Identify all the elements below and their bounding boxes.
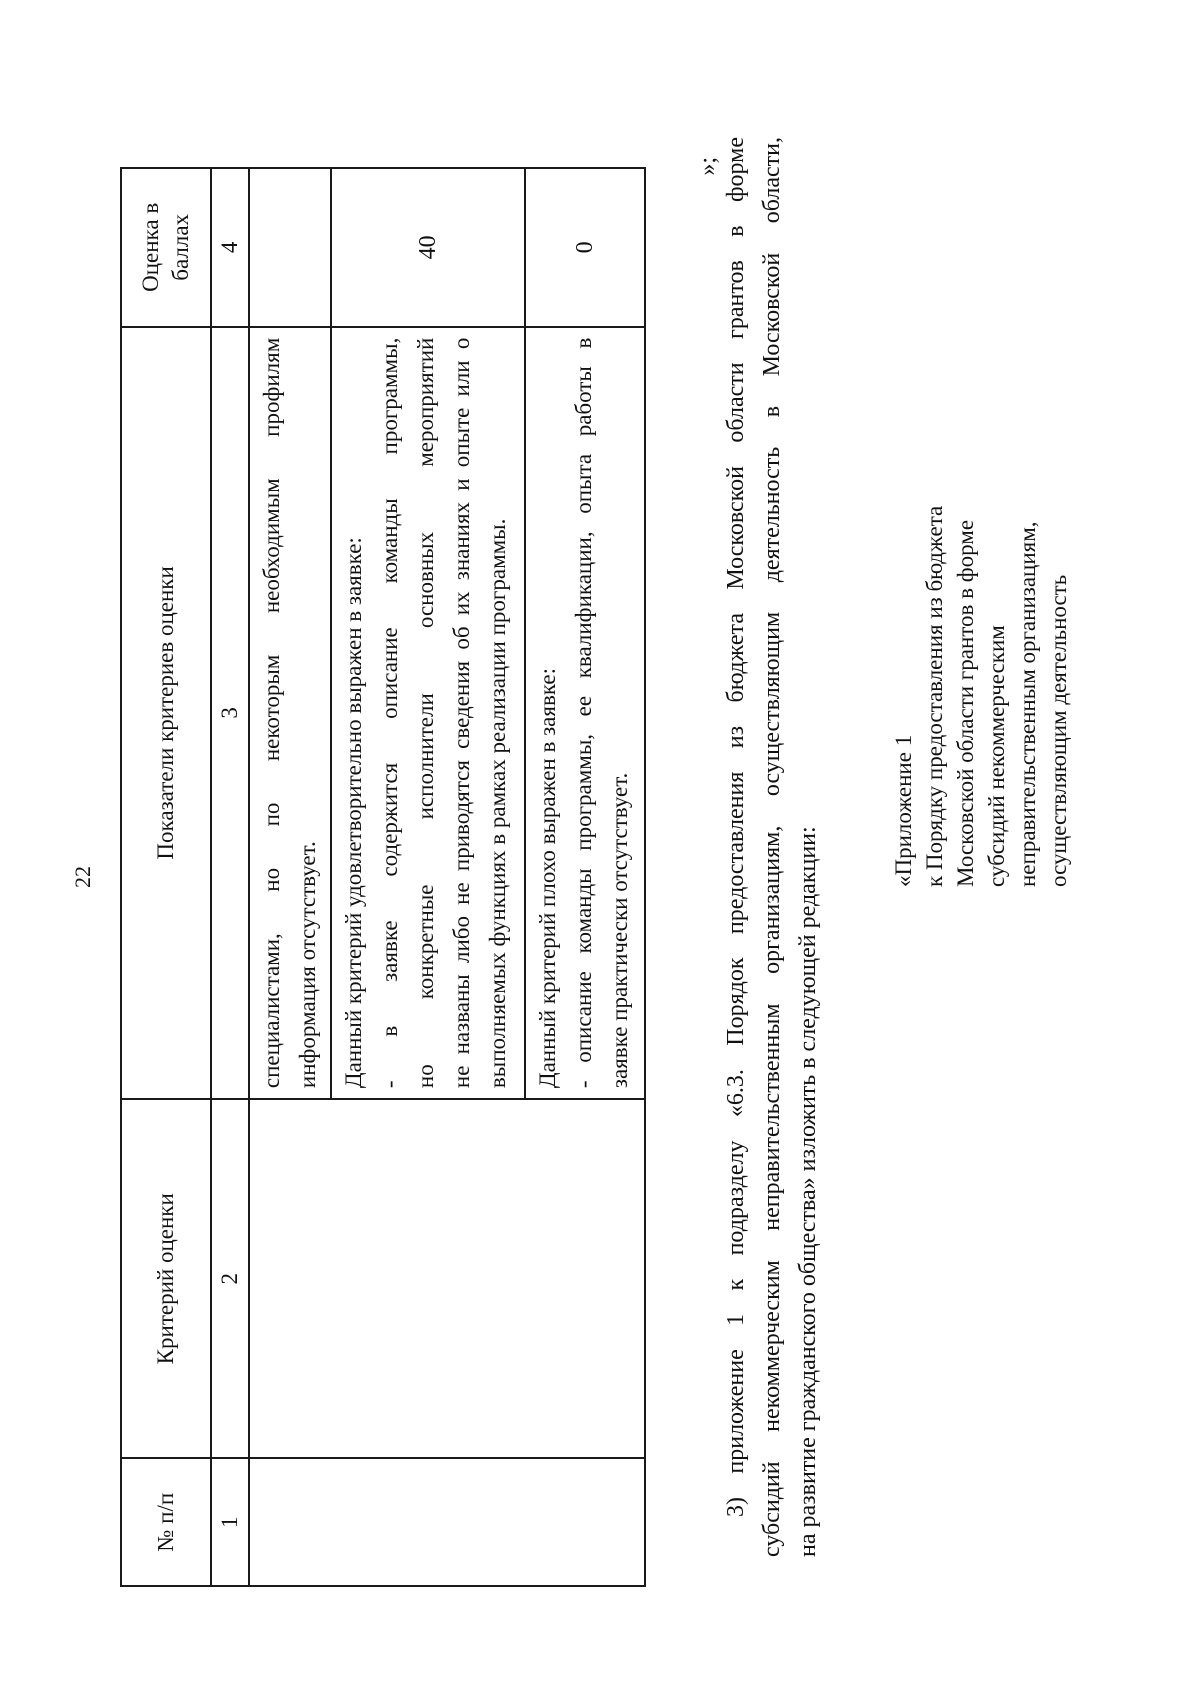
indicator-line: специалистами, но по некоторым необходимым профилям: [259, 337, 284, 1089]
appendix-line: субсидий некоммерческим: [984, 625, 1009, 887]
paragraph-line: субсидий некоммерческим неправительственным организациям, осуществляющим деятельность в Московской области,: [759, 137, 785, 1557]
table-header-row: [121, 168, 211, 1586]
paragraph-line: 3) приложение 1 к подразделу «6.3. Порядок предоставления из бюджета Московской области грантов в форме: [723, 137, 749, 1517]
page-number: 22: [70, 866, 95, 888]
paragraph-line: на развитие гражданского общества» изложить в следующей редакции:: [795, 826, 821, 1557]
header-num: № п/п: [121, 1458, 211, 1586]
indicator-line: выполняемых функциях в рамках реализации программы.: [485, 518, 510, 1089]
header-criterion: Критерий оценки: [121, 1099, 211, 1458]
column-number: 4: [211, 168, 249, 327]
indicator-line: Данный критерий удовлетворительно выражен в заявке:: [341, 537, 366, 1089]
indicator-cell: [249, 327, 331, 1099]
indicator-line: - в заявке содержится описание команды программы,: [377, 337, 402, 1089]
score-cell: 40: [331, 168, 525, 327]
indicator-line: - описание команды программы, ее квалификации, опыта работы в: [571, 337, 596, 1089]
column-number: 2: [211, 1099, 249, 1458]
column-number: 3: [211, 327, 249, 1099]
indicator-line: не названы либо не приводятся сведения об их знаниях и опыте или о: [449, 337, 474, 1089]
score-cell: [249, 168, 331, 327]
appendix-line: к Порядку предоставления из бюджета: [922, 505, 947, 887]
appendix-line: осуществляющим деятельность: [1046, 574, 1071, 887]
appendix-line: Московской области грантов в форме: [953, 519, 978, 887]
column-number: 1: [211, 1458, 249, 1586]
indicator-line: заявке практически отсутствует.: [607, 772, 632, 1089]
criteria-table: [120, 167, 646, 1587]
closing-quote-mark: »;: [695, 157, 721, 176]
indicator-line: информация отсутствует.: [295, 841, 320, 1089]
indicator-line: Данный критерий плохо выражен в заявке:: [535, 667, 560, 1089]
appendix-line: неправительственным организациям,: [1015, 521, 1040, 887]
appendix-header: [888, 167, 1074, 887]
score-cell: 0: [525, 168, 645, 327]
table-row: [249, 168, 331, 1586]
column-number-row: [211, 168, 249, 1586]
amendment-paragraph: [718, 137, 826, 1557]
indicator-line: но конкретные исполнители основных мероприятий: [413, 337, 438, 1089]
criterion-cell: [249, 1099, 645, 1458]
indicator-cell: [331, 327, 525, 1099]
appendix-line: «Приложение 1: [891, 734, 916, 887]
header-indicators: Показатели критериев оценки: [121, 327, 211, 1099]
num-cell: [249, 1458, 645, 1586]
header-score: Оценка в баллах: [121, 168, 211, 327]
indicator-cell: [525, 327, 645, 1099]
